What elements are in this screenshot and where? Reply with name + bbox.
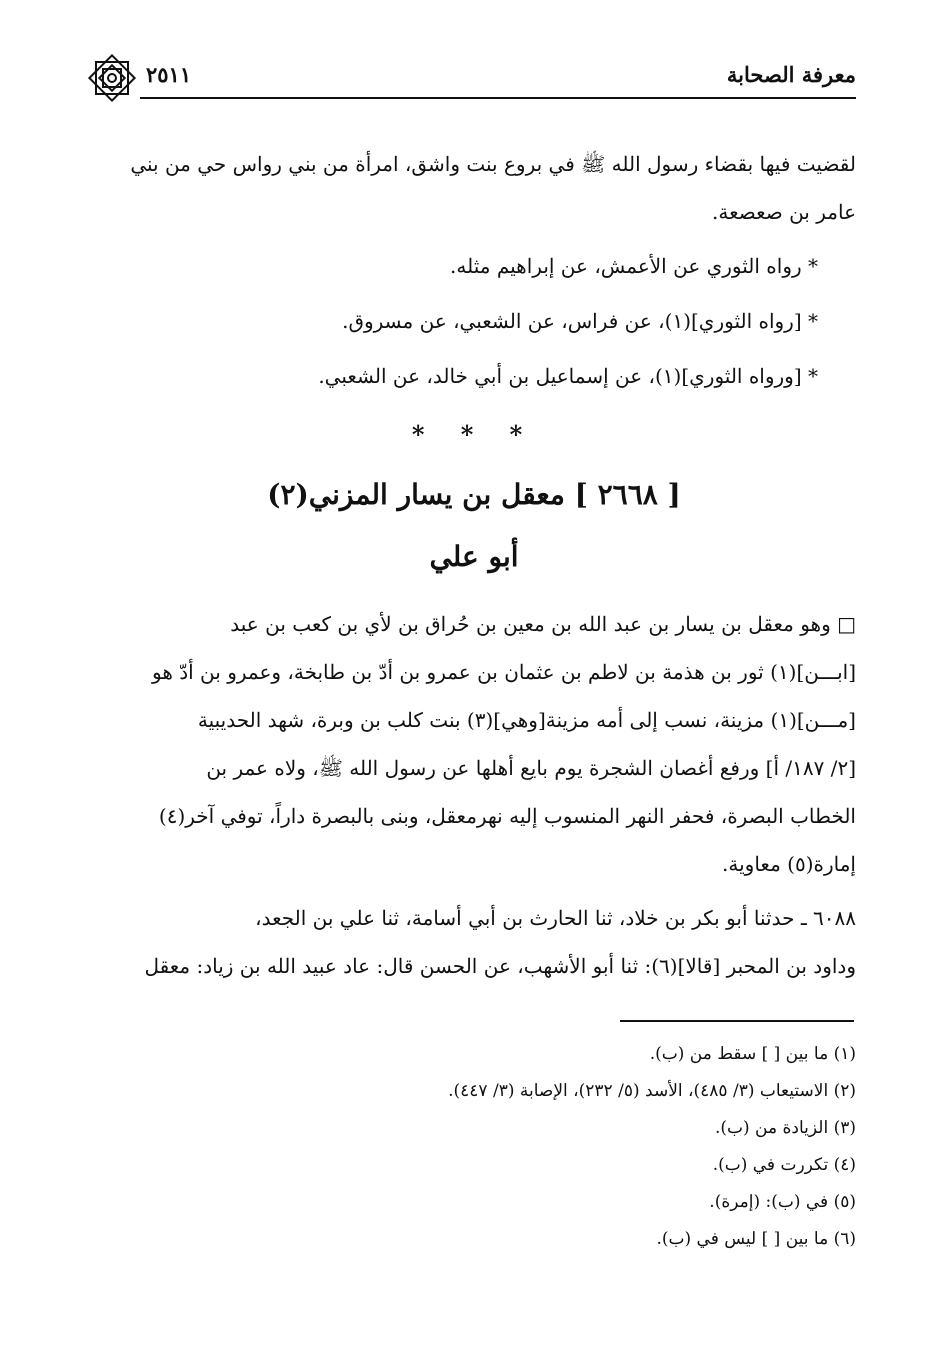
entry-heading: [ ٢٦٦٨ ] معقل بن يسار المزني(٢): [267, 478, 681, 511]
text-line: لقضيت فيها بقضاء رسول الله ﷺ في بروع بنت واشق، امرأة من بني رواس حي من بني: [130, 152, 856, 176]
hadith-paragraph: [84, 894, 856, 990]
entry-kunya: أبو علي: [429, 540, 519, 573]
text-line: وداود بن المحبر [قالا](٦): ثنا أبو الأشهب، عن الحسن قال: عاد عبيد الله بن زياد: معقل: [144, 954, 856, 978]
text-line: ٦٠٨٨ ـ حدثنا أبو بكر بن خلاد، ثنا الحارث بن أبي أسامة، ثنا علي بن الجعد،: [255, 906, 856, 930]
biography-paragraph: [84, 600, 856, 888]
narration-line: * [رواه الثوري](١)، عن فراس، عن الشعبي، عن مسروق.: [342, 309, 818, 333]
footnote-rule: [620, 1020, 854, 1022]
footnote: (٣) الزيادة من (ب).: [714, 1118, 856, 1138]
text-line: □ وهو معقل بن يسار بن عبد الله بن معين بن حُراق بن لأي بن كعب بن عبد: [230, 612, 856, 636]
section-separator: * * *: [411, 420, 537, 449]
continuation-paragraph: [84, 140, 856, 236]
footnote: (٢) الاستيعاب (٣/ ٤٨٥)، الأسد (٥/ ٢٣٢)، الإصابة (٣/ ٤٤٧).: [448, 1081, 856, 1101]
book-title: معرفة الصحابة: [726, 62, 856, 87]
text-line: عامر بن صعصعة.: [712, 200, 856, 224]
text-line: [مـــن](١) مزينة، نسب إلى أمه مزينة[وهي](٣) بنت كلب بن وبرة، شهد الحديبية: [197, 708, 856, 732]
footnote: (٤) تكررت في (ب).: [712, 1155, 856, 1175]
header-rule: [140, 97, 856, 99]
narration-line: * رواه الثوري عن الأعمش، عن إبراهيم مثله.: [450, 254, 818, 278]
page-header: [84, 56, 856, 100]
text-line: الخطاب البصرة، فحفر النهر المنسوب إليه نهرمعقل، وبنى بالبصرة داراً، توفي آخر(٤): [158, 804, 856, 828]
text-line: إمارة(٥) معاوية.: [722, 852, 856, 876]
page-number: ٢٥١١: [146, 62, 192, 87]
footnote: (١) ما بين [ ] سقط من (ب).: [649, 1044, 856, 1064]
footnote: (٥) في (ب): (إمرة).: [709, 1192, 856, 1212]
footnote: (٦) ما بين [ ] ليس في (ب).: [656, 1229, 856, 1249]
footnotes: [200, 1036, 856, 1258]
text-line: [٢/ ١٨٧/ أ] ورفع أغصان الشجرة يوم بايع أهلها عن رسول الله ﷺ، ولاه عمر بن: [206, 756, 856, 780]
narration-line: * [ورواه الثوري](١)، عن إسماعيل بن أبي خالد، عن الشعبي.: [318, 364, 818, 388]
text-line: [ابـــن](١) ثور بن هذمة بن لاطم بن عثمان بن عمرو بن أدّ بن طابخة، وعمرو بن أدّ هو: [151, 660, 856, 684]
eight-point-star-ornament-icon: [84, 50, 140, 106]
